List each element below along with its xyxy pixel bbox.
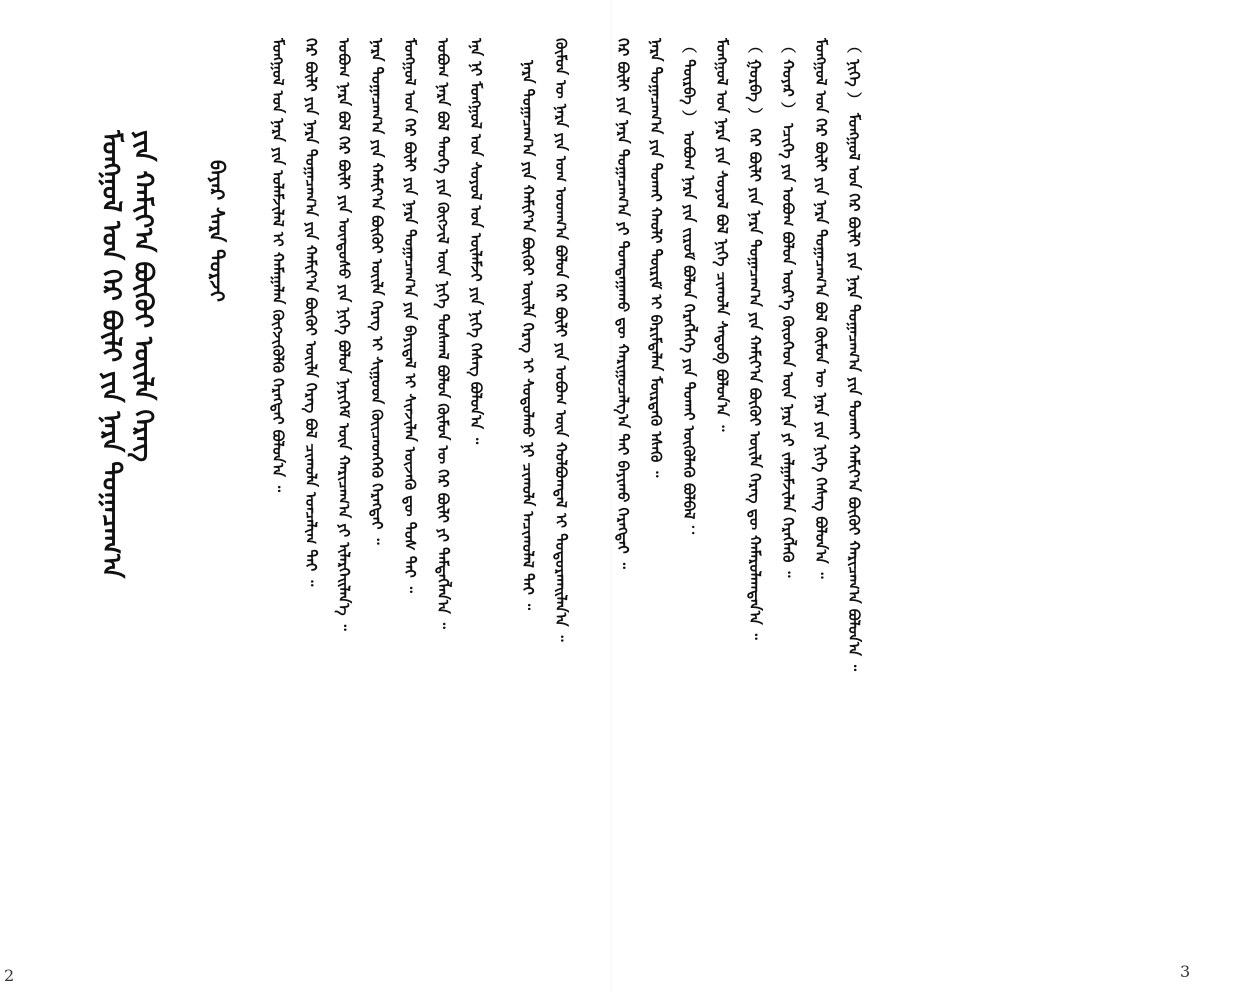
body-line: （ ᠬᠣᠶᠠᠷ ） ᠡᠴᠢᠭᠡ ᠶᠢᠨ ᠣᠪᠣᠭ ᠪᠣᠯᠤᠨ ᠦᠷ᠎ᠡ ᠬᠦᠦᠬᠡᠳ ᠦᠨ ᠨᠡᠷᠡ ᠶᠢ ᠵᠠᠯᠭᠠᠮᠵᠢᠯᠠᠨ ᠬᠡᠷᠡᠭᠯᠡᠬᠦ ᠃ (779, 38, 797, 578)
body-line: （ ᠨᠢᠭᠡ ） ᠮᠣᠩᠭᠣᠯ ᠤᠨ ᠭᠡᠷ ᠪᠦᠯᠢ ᠶᠢᠨ ᠨᠡᠷᠡ ᠲᠣᠭᠠᠴᠠᠭ᠎ᠠ ᠶᠢᠨ ᠲᠤᠬᠠᠢ ᠬᠠᠮᠢᠶ᠎ᠠ ᠪᠦᠬᠦᠢ ᠬᠠᠷᠢᠴᠠᠭ᠎ᠠ ᠪᠣᠯᠤᠨ᠎ᠠ ᠃ (845, 38, 863, 672)
body-line: ᠮᠣᠩᠭᠣᠯ ᠤᠨ ᠨᠡᠷᠡ ᠶᠢᠨ ᠰᠣᠶᠣᠯ ᠪᠣᠯ ᠨᠢᠭᠡ ᠴᠢᠬᠤᠯᠠ ᠰᠡᠳᠦᠪ ᠪᠣᠯᠤᠨ᠎ᠠ ᠃ (713, 38, 731, 432)
body-line: （ ᠳᠦᠷᠪᠡ ） ᠣᠪᠣᠭ ᠨᠡᠷᠡ ᠶᠢᠨ ᠵᠢᠷᠤᠮ ᠪᠣᠯᠤᠨ ᠬᠡᠷᠡᠭᠯᠡᠭᠡ ᠶᠢᠨ ᠲᠤᠬᠠᠢ ᠦᠭᠦᠯᠡᠬᠦ ᠪᠣᠯᠪᠠᠯ ： (680, 38, 698, 540)
title-line-2: ᠶᠢᠨ ᠬᠠᠮᠢᠶ᠎ᠠ ᠪᠦᠬᠦᠢ ᠦᠢᠯᠡ ᠬᠡᠷᠡᠭ (128, 130, 158, 463)
body-line: ᠮᠣᠩᠭᠣᠯ ᠤᠨ ᠭᠡᠷ ᠪᠦᠯᠢ ᠶᠢᠨ ᠨᠡᠷᠡ ᠲᠣᠭᠠᠴᠠᠭ᠎ᠠ ᠶᠢᠨ ᠪᠠᠶᠢᠳᠠᠯ ᠢ ᠰᠢᠨᠵᠢᠯᠡᠨ ᠦᠵᠡᠬᠦ ᠳᠦ ᠲᠤᠰ ᠲᠠᠢ ᠃ (401, 38, 419, 593)
body-line: ᠭᠡᠷ ᠪᠦᠯᠢ ᠶᠢᠨ ᠨᠡᠷᠡ ᠲᠣᠭᠠᠴᠠᠭ᠎ᠠ ᠶᠢᠨ ᠬᠠᠮᠢᠶ᠎ᠠ ᠪᠦᠬᠦᠢ ᠦᠢᠯᠡ ᠬᠡᠷᠡᠭ ᠪᠣᠯ ᠴᠢᠬᠤᠯᠠ ᠣᠨᠴᠠᠯᠢᠭ ᠲᠠᠢ ᠃ (302, 38, 320, 587)
body-line: ᠨᠡᠷᠡ ᠲᠣᠭᠠᠴᠠᠭ᠎ᠠ ᠶᠢᠨ ᠲᠤᠬᠠᠢ ᠬᠠᠤᠯᠢ ᠳᠦᠷᠢᠮ ᠢ ᠪᠠᠷᠢᠮᠲᠠᠯᠠᠨ ᠮᠦᠷᠳᠡᠬᠦ ᠡᠰᠡᠬᠦ ᠃ (647, 38, 665, 478)
body-line: （ ᠭᠤᠷᠪᠠ ） ᠭᠡᠷ ᠪᠦᠯᠢ ᠶᠢᠨ ᠨᠡᠷᠡ ᠲᠣᠭᠠᠴᠠᠭ᠎ᠠ ᠶᠢᠨ ᠬᠠᠮᠢᠶ᠎ᠠ ᠪᠦᠬᠦᠢ ᠦᠢᠯᠡ ᠬᠡᠷᠡᠭ ᠳᠦ ᠬᠠᠮᠠᠷᠤᠯᠠᠭᠳᠠᠨ᠎ᠠ ᠃ (746, 38, 764, 640)
body-line: ᠣᠪᠣᠭ ᠨᠡᠷᠡ ᠪᠣᠯ ᠭᠡᠷ ᠪᠦᠯᠢ ᠶᠢᠨ ᠦᠨᠳᠦᠰᠦ ᠶᠢᠨ ᠨᠢᠭᠡ ᠪᠣᠯᠤᠨ ᠨᠡᠶᠢᠭᠡᠮ ᠦᠨ ᠬᠠᠷᠢᠴᠠᠭ᠎ᠠ ᠶᠢ ᠢᠯᠡᠷᠬᠡᠢᠯᠡᠨ᠎ᠡ ᠃ (335, 38, 353, 631)
body-line: ᠬᠦᠮᠦᠨ ᠦ ᠨᠡᠷᠡ ᠶᠢᠨ ᠤᠭ ᠤᠳᠬ᠎ᠠ ᠪᠣᠯᠤᠨ ᠭᠡᠷ ᠪᠦᠯᠢ ᠶᠢᠨ ᠣᠪᠣᠭ ᠦᠨ ᠬᠣᠯᠪᠣᠭᠳᠠᠯ ᠢ ᠲᠣᠳᠣᠷᠬᠠᠢᠯᠠᠨ᠎ᠠ ᠃ (552, 38, 570, 642)
body-line: ᠨᠡᠷᠡ ᠲᠣᠭᠠᠴᠠᠭ᠎ᠠ ᠶᠢᠨ ᠬᠠᠮᠢᠶ᠎ᠠ ᠪᠦᠬᠦᠢ ᠦᠢᠯᠡ ᠬᠡᠷᠡᠭ ᠢ ᠰᠤᠳᠤᠯᠬᠤ ᠨᠢ ᠴᠢᠬᠤᠯᠠ ᠠᠴᠢᠬᠤᠯᠠᠯ ᠲᠠᠢ ᠃ (519, 60, 537, 611)
body-line: ᠮᠣᠩᠭᠣᠯ ᠤᠨ ᠨᠡᠷᠡ ᠶᠢᠨ ᠤᠯᠠᠮᠵᠢᠯᠠᠯ ᠢ ᠬᠠᠮᠠᠭᠠᠯᠠᠨ ᠬᠥᠭᠵᠢᠭᠦᠯᠬᠦ ᠬᠡᠷᠡᠭᠲᠡᠢ ᠪᠣᠯᠤᠨ᠎ᠠ ᠃ (269, 38, 287, 492)
body-line: ᠣᠪᠣᠭ ᠨᠡᠷᠡ ᠪᠣᠯ ᠲᠡᠦᠬᠡ ᠶᠢᠨ ᠬᠥᠭᠵᠢᠯ ᠦᠨ ᠨᠢᠭᠡ ᠲᠣᠰᠬᠠᠯ ᠪᠣᠯᠤᠨ ᠬᠦᠮᠦᠨ ᠦ ᠭᠡᠷ ᠪᠦᠯᠢ ᠶᠢ ᠲᠡᠮᠳᠡᠭᠯᠡᠨ᠎ᠠ ᠃ (434, 38, 452, 629)
body-line: ᠡᠨᠡ ᠨᠢ ᠮᠣᠩᠭᠣᠯ ᠤᠨ ᠰᠣᠶᠣᠯ ᠤᠨ ᠦᠯᠡᠮᠵᠢ ᠶᠢᠨ ᠨᠢᠭᠡ ᠬᠡᠰᠡᠭ ᠪᠣᠯᠤᠨ᠎ᠠ ᠃ (467, 38, 485, 445)
page-number-left: 2 (4, 966, 15, 985)
page-number-right: 3 (1180, 962, 1191, 981)
author-name: ᠪᠠᠶᠠᠷ ᠰᠠᠷᠠ ᠳᠣᠷᠵᠢ (205, 160, 229, 302)
body-line: ᠮᠣᠩᠭᠣᠯ ᠤᠨ ᠭᠡᠷ ᠪᠦᠯᠢ ᠶᠢᠨ ᠨᠡᠷᠡ ᠲᠣᠭᠠᠴᠠᠭ᠎ᠠ ᠪᠣᠯ ᠬᠦᠮᠦᠨ ᠦ ᠨᠡᠷᠡ ᠶᠢᠨ ᠨᠢᠭᠡ ᠬᠡᠰᠡᠭ ᠪᠣᠯᠤᠨ᠎ᠠ ᠃ (812, 38, 830, 579)
title-line-1: ᠮᠣᠩᠭᠣᠯ ᠤᠨ ᠭᠡᠷ ᠪᠦᠯᠢ ᠶᠢᠨ ᠨᠡᠷᠡ ᠲᠣᠭᠠᠴᠠᠭ᠎ᠠ (96, 130, 126, 579)
body-line: ᠭᠡᠷ ᠪᠦᠯᠢ ᠶᠢᠨ ᠨᠡᠷᠡ ᠲᠣᠭᠠᠴᠠᠭ᠎ᠠ ᠶᠢ ᠲᠣᠭᠲᠠᠭᠠᠬᠤ ᠳᠦ ᠬᠠᠷᠢᠭᠤᠴᠠᠯᠭ᠎ᠠ ᠲᠠᠢ ᠪᠠᠶᠢᠬᠤ ᠬᠡᠷᠡᠭᠲᠡᠶ ᠃ (614, 38, 632, 569)
body-line: ᠨᠡᠷᠡ ᠲᠣᠭᠠᠴᠠᠭ᠎ᠠ ᠶᠢᠨ ᠬᠠᠮᠢᠶ᠎ᠠ ᠪᠦᠬᠦᠢ ᠦᠢᠯᠡ ᠬᠡᠷᠡᠭ ᠢ ᠰᠢᠭᠤᠳ ᠭᠦᠢᠴᠡᠳᠬᠡᠬᠦ ᠬᠡᠷᠡᠭᠲᠡᠢ ᠃ (368, 38, 386, 545)
